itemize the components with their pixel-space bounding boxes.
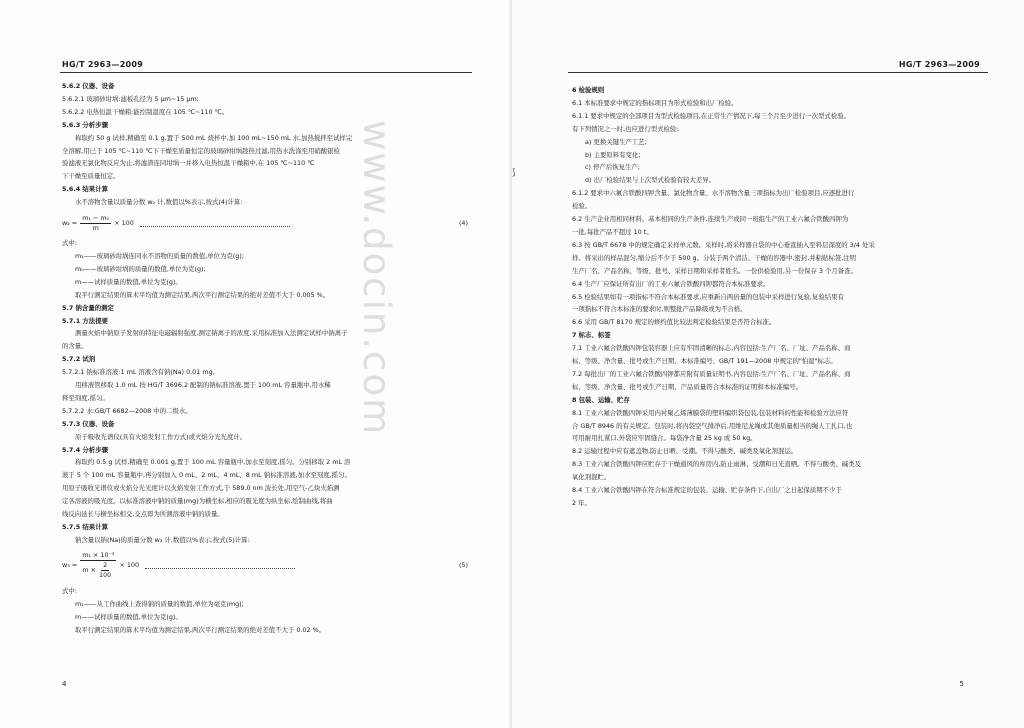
text-line: 有下列情况之一时,也应进行型式检验: [572, 124, 679, 133]
text-line: 6.5 检验结果如有一项指标不符合本标准要求,应重新自两倍量的包装中采样进行复验,复验结果有 [572, 292, 844, 301]
binding-mark: ⟆ [512, 168, 516, 178]
section-heading: 5.7.3 仪器、设备 [62, 419, 115, 428]
text-line: 氧化剂混贮。 [572, 473, 611, 482]
text-line: d) 出厂检验结果与上次型式检验有较大差异。 [585, 176, 716, 185]
right-page-number: 5 [959, 680, 964, 688]
formula-inner-fraction [99, 561, 111, 580]
text-line: m——试样质量的数值,单位为克(g)。 [75, 277, 182, 286]
section-heading: 6 检验规则 [572, 86, 605, 94]
text-line: 原子吸收光谱仪(具有火焰发射工作方式)或火焰分光光度计。 [75, 432, 247, 441]
text-line: 测量火焰中钠原子发射的特征电磁辐射强度,测定钠离子的浓度,采用标准加入法测定试样中钠离子 [75, 329, 348, 338]
text-line: 钠含量以钠(Na)的质量分数 w₃ 计,数值以%表示,按式(5)计算: [75, 535, 250, 544]
text-line: 称取约 50 g 试样,精确至 0.1 g,置于 500 mL 烧杯中,加 100 mL~150 mL 水,加热搅拌至试样完 [75, 133, 353, 142]
section-heading: 5.7.1 方法提要 [62, 316, 108, 325]
text-line: 式中: [62, 239, 77, 248]
text-line: 8.1 工业六氟合铁酸四钾采用内衬聚乙烯薄膜袋的塑料编织袋包装,包装材料的性能和检验方法应符 [572, 408, 849, 417]
section-heading: 5.7 钠含量的测定 [62, 303, 114, 312]
text-line: m₁——玻璃砂坩埚连同水不溶物的质量的数值,单位为克(g); [75, 251, 244, 260]
text-line: 的含量。 [62, 342, 88, 351]
text-line: 可用耐用扎紧口,外袋应牢固缝合。每袋净含量 25 kg 或 50 kg。 [572, 434, 757, 443]
text-line: 一项指标不符合本标准的要求时,则整批产品降级或为不合格。 [572, 305, 747, 314]
text-line: a) 更换关键生产工艺; [585, 137, 647, 146]
text-line: 6.3 按 GB/T 6678 中的规定确定采样单元数。采样时,将采样器自袋的中心垂直插入至料层深度的 3/4 处采 [572, 240, 875, 249]
formula-lhs: w₃ = [62, 561, 78, 570]
text-line: 8.2 运输过程中应有遮盖物,防止日晒、受潮。不得与酸类、碱类及氧化剂混运。 [572, 447, 798, 456]
text-line: 全溶解,用已于 105 ℃~110 ℃下干燥至质量恒定的玻璃砂坩埚趁热过滤,用热水洗涤至用硝酸银检 [62, 146, 340, 155]
inner-denominator: 100 [99, 571, 112, 580]
section-heading: 5.6.4 结果计算 [62, 185, 108, 194]
text-line: 水不溶物含量以质量分数 w₂ 计,数值以%表示,按式(4)计算: [75, 198, 243, 207]
text-line: b) 主要原料有变化; [585, 150, 641, 159]
section-heading: 5.7.5 结果计算 [62, 523, 108, 531]
section-heading: 5.7.2 试剂 [62, 355, 96, 364]
formula-denominator-factor: m × [82, 566, 97, 575]
equation-number: (5) [458, 561, 468, 570]
text-line: 释至刻度,摇匀。 [62, 393, 109, 402]
text-line: 检验。 [572, 202, 592, 211]
text-line: 6.4 生产厂应保证所有出厂的工业六氟合铁酸四钾都符合本标准要求。 [572, 279, 770, 288]
text-line: 生产厂名、产品名称、等级、批号、采样日期和采样者姓名。一份供检验用,另一份保存 3 个月备查。 [572, 266, 857, 275]
text-line: 5.6.2.1 玻璃砂坩埚:滤板孔径为 5 μm~15 μm; [62, 94, 199, 103]
formula-fraction [80, 551, 116, 580]
left-page-header: HG/T 2963—2009 [62, 60, 144, 69]
section-heading: 7 标志、标签 [572, 331, 611, 340]
formula-4 [62, 210, 468, 236]
inner-numerator: 2 [103, 561, 108, 570]
text-line: 6.1.1 要求中规定的全部项目为型式检验项目,在正常生产情况下,每三个月至少进行一次型式检验。 [572, 111, 850, 120]
text-line: 定各溶液的吸光度。以标准溶液中钠的质量(mg)为横坐标,相应的吸光度为纵坐标,绘制曲线,将曲 [62, 497, 333, 506]
section-heading: 8 包装、运输、贮存 [572, 395, 630, 404]
text-line: 5.6.2.2 电热恒温干燥箱:能控制温度在 105 ℃~110 ℃。 [62, 107, 229, 116]
right-header-rule [568, 72, 988, 73]
formula-rhs: × 100 [114, 218, 134, 227]
text-line: 5.7.2.2 水:GB/T 6682—2008 中的二级水。 [62, 406, 192, 415]
text-line: m₁——从工作曲线上查得钠的质量的数值,单位为毫克(mg); [75, 599, 244, 608]
left-header-rule [60, 72, 472, 73]
text-line: m——试样质量的数值,单位为克(g)。 [75, 612, 182, 621]
text-line: 样。将采出的样品混匀,缩分后不少于 500 g。分装于两个清洁、干燥的容器中,密封,并粘贴标签,注明 [572, 253, 857, 262]
right-page-header: HG/T 2963—2009 [898, 60, 980, 69]
text-line: 7.2 每批出厂的工业六氟合铁酸四钾都应附有质量证明书,内容包括:生产厂名、厂址、产品名称、商 [572, 369, 851, 378]
watermark: www.docin.com [355, 120, 398, 437]
text-line: 下干燥至质量恒定。 [62, 172, 120, 181]
text-line: 6.1 本标准要求中规定的指标项目为形式检验和出厂检验。 [572, 98, 738, 107]
text-line: 8.3 工业六氟合铁酸四钾应贮存于干燥通风的库房内,防止雨淋、受潮和日光直晒。不得与酸类、碱类及 [572, 460, 862, 469]
leader-dots [140, 220, 290, 227]
text-line: 取平行测定结果的算术平均值为测定结果,两次平行测定结果的绝对差值不大于 0.02 %。 [75, 625, 326, 634]
text-line: 称取约 0.5 g 试样,精确至 0.001 g,置于 100 mL 容量瓶中,加水至刻度,摇匀。分别移取 2 mL 溶 [75, 458, 351, 467]
text-line: 5.7.2.1 钠标准溶液:1 mL 溶液含有钠(Na) 0.01 mg。 [62, 368, 220, 377]
formula-rhs: × 100 [119, 561, 140, 570]
text-line: 8.4 工业六氟合铁酸四钾在符合标准规定的包装、运输、贮存条件下,自出厂之日起保质期不少于 [572, 486, 842, 495]
left-page-body [62, 80, 468, 636]
formula-fraction [80, 214, 111, 233]
text-line: 2 年。 [572, 499, 591, 507]
formula-5 [62, 548, 468, 584]
text-line: 线反向延长与横坐标相交,交点即为所测溶液中钠的质量。 [62, 510, 224, 519]
text-line: 标、等级、净含量、批号或生产日期、本标准编号、GB/T 191—2008 中规定的"怕湿"标志。 [572, 357, 837, 366]
right-page-body [572, 84, 986, 510]
section-heading: 5.7.4 分析步骤 [62, 445, 108, 454]
formula-denominator: m [92, 223, 99, 232]
formula-denominator [82, 561, 114, 580]
formula-lhs: w₂ = [62, 218, 78, 227]
formula-numerator: m₁ − m₀ [82, 213, 110, 222]
text-line: m₀——玻璃砂坩埚的质量的数值,单位为克(g); [75, 264, 206, 273]
equation-number: (4) [458, 218, 468, 227]
text-line: 液于 5 个 100 mL 容量瓶中,再分别加入 0 mL、2 mL、4 mL、8 mL 钠标准溶液,加水至刻度,摇匀。 [62, 471, 351, 480]
text-line: 6.6 采用 GB/T 8170 规定的修约值比较法判定检验结果是否符合标准。 [572, 318, 776, 327]
text-line: 验滤液无氯化物反应为止,将滤渣连同坩埚一并移入电热恒温干燥箱中,在 105 ℃~110 ℃ [62, 159, 315, 168]
left-page-number: 4 [62, 680, 67, 688]
text-line: 7.1 工业六氟合铁酸四钾包装容器上应有牢固清晰的标志,内容包括:生产厂名、厂址、产品名称、商 [572, 344, 851, 353]
text-line: 式中: [62, 586, 77, 595]
text-line: 用移液管移取 1.0 mL 按 HG/T 3696.2 配制的钠标准溶液,置于 100 mL 容量瓶中,用水稀 [75, 381, 331, 390]
text-line: 用原子吸收光谱仪或火焰分光光度计以火焰发射工作方式,于 589.0 nm 波长处,用空气-乙炔火焰测 [62, 484, 340, 493]
text-line: 一批,每批产品不超过 10 t。 [572, 227, 653, 236]
text-line: 6.2 生产企业用相同材料、基本相同的生产条件,连续生产或同一班组生产的工业六氟合铁酸四钾为 [572, 215, 849, 224]
text-line: 标、等级、净含量、批号或生产日期、产品质量符合本标准的证明和本标准编号。 [572, 382, 803, 391]
right-page [512, 0, 1024, 728]
section-heading: 5.6.2 仪器、设备 [62, 82, 115, 90]
formula-numerator: m₁ × 10⁻³ [82, 551, 115, 560]
text-line: 合 GB/T 8946 的有关规定。包装时,将内袋空气排净后,用维尼龙绳或其他质量相当的绳人工扎口,也 [572, 421, 853, 430]
section-heading: 5.6.3 分析步骤 [62, 120, 108, 129]
leader-dots [145, 562, 295, 569]
text-line: 取平行测定结果的算术平均值为测定结果,两次平行测定结果的绝对差值不大于 0.005 %。 [75, 290, 330, 299]
text-line: 6.1.2 要求中六氟合铁酸四钾含量、氯化物含量、水不溶物含量三项指标为出厂检验项目,应逐批进行 [572, 189, 855, 198]
text-line: c) 停产后恢复生产; [585, 163, 640, 172]
